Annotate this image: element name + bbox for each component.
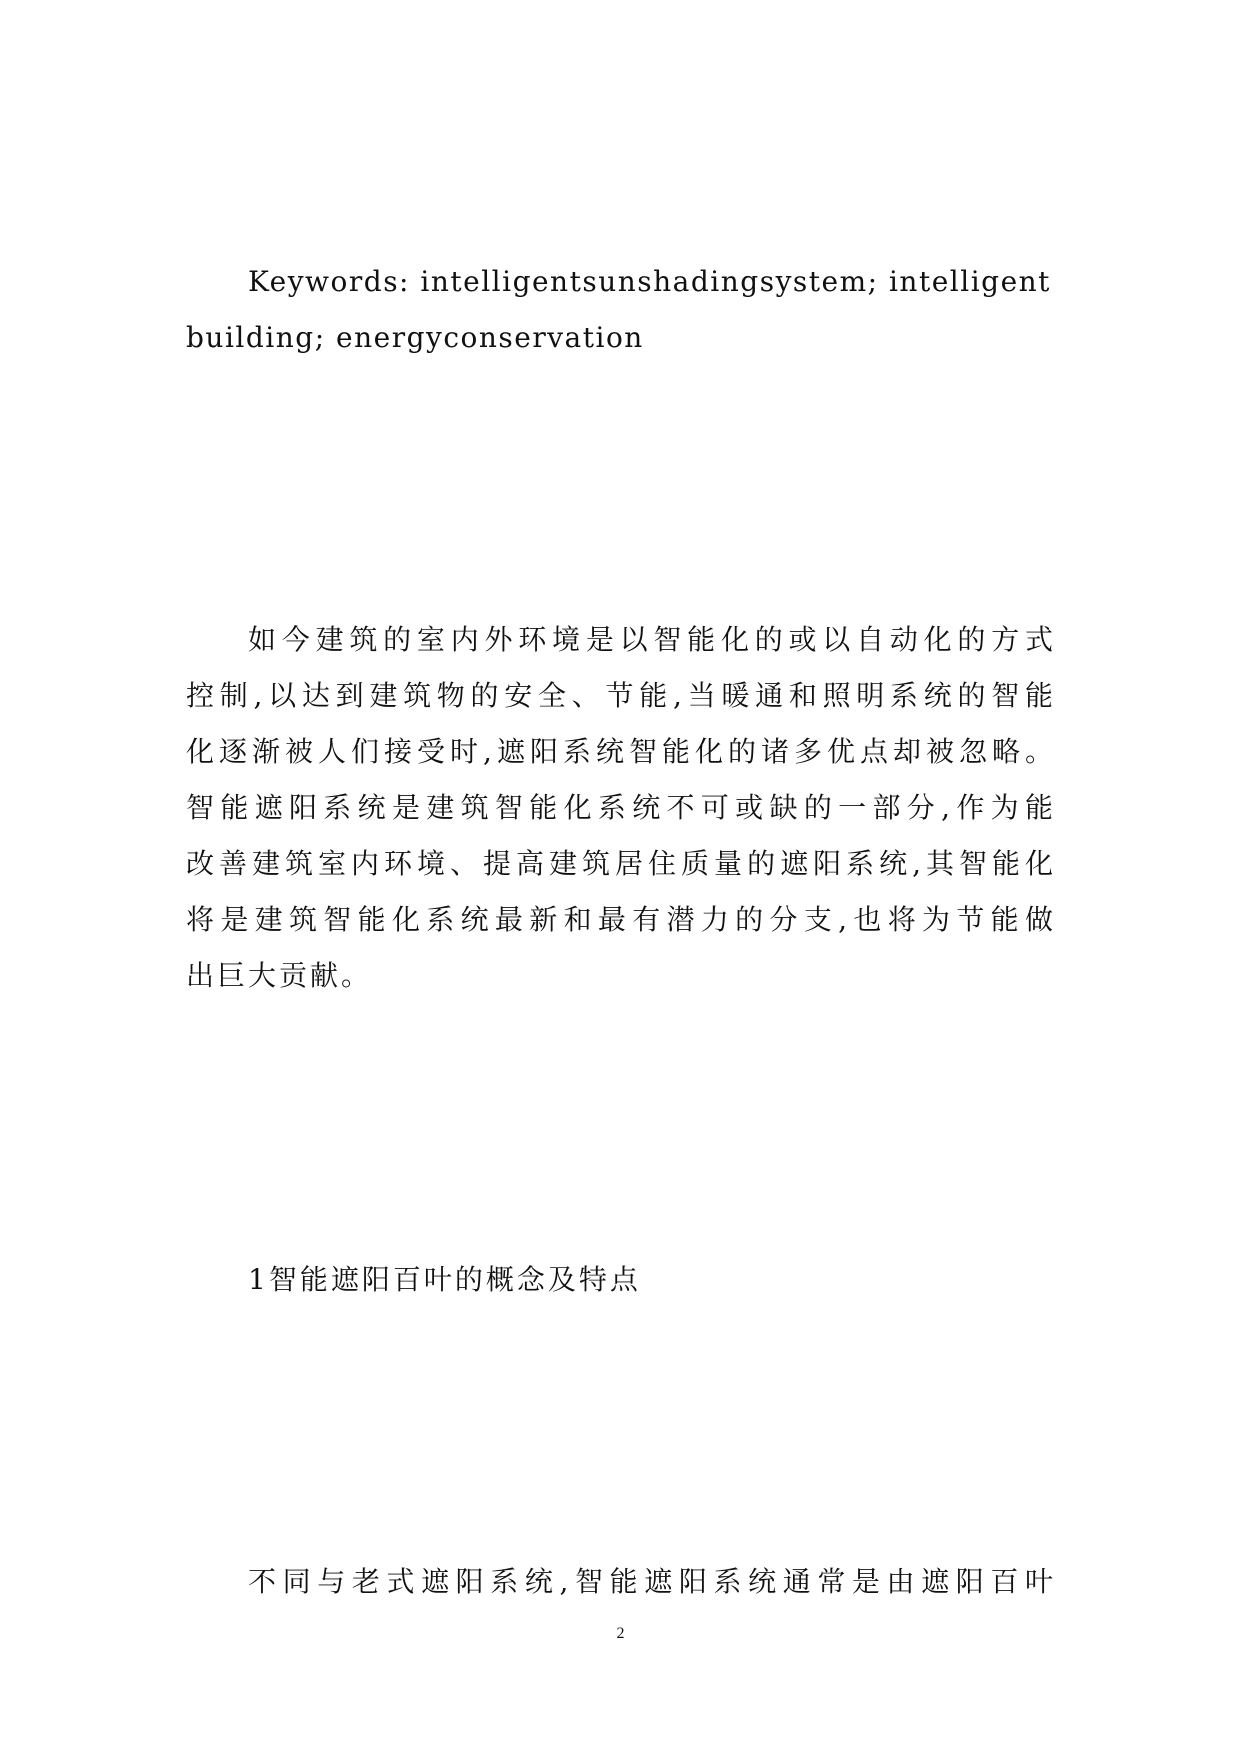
section-heading: 1智能遮阳百叶的概念及特点 <box>248 1263 641 1296</box>
keywords-line-2: building; energyconservation <box>186 321 644 354</box>
intro-line-6: 将是建筑智能化系统最新和最有潜力的分支,也将为节能做 <box>186 903 1056 936</box>
intro-line-7: 出巨大贡献。 <box>186 959 373 992</box>
intro-line-2: 控制,以达到建筑物的安全、节能,当暖通和照明系统的智能 <box>186 679 1056 712</box>
intro-line-1: 如今建筑的室内外环境是以智能化的或以自动化的方式 <box>248 623 1056 656</box>
intro-line-3: 化逐渐被人们接受时,遮阳系统智能化的诸多优点却被忽略。 <box>186 735 1056 768</box>
next-paragraph-line-1: 不同与老式遮阳系统,智能遮阳系统通常是由遮阳百叶 <box>248 1565 1056 1598</box>
intro-line-5: 改善建筑室内环境、提高建筑居住质量的遮阳系统,其智能化 <box>186 847 1056 880</box>
intro-line-4: 智能遮阳系统是建筑智能化系统不可或缺的一部分,作为能 <box>186 791 1056 824</box>
keywords-line-1: Keywords: intelligentsunshadingsystem; intelligent <box>248 265 1051 298</box>
page-number: 2 <box>616 1625 625 1642</box>
